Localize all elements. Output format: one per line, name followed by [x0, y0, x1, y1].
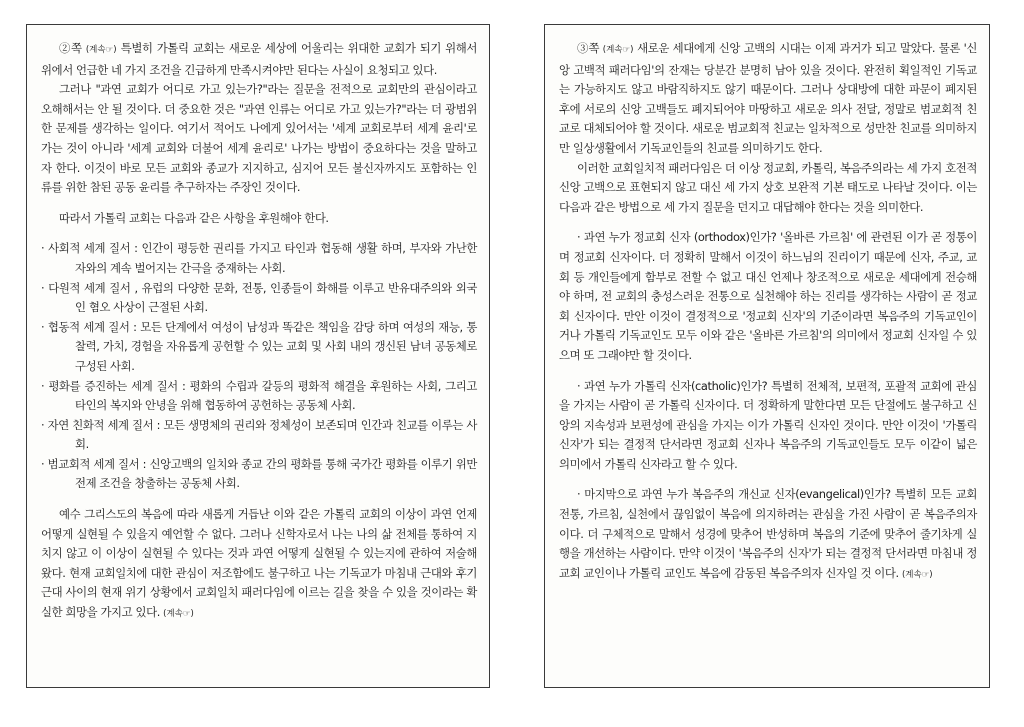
left-paragraph-2: 그러나 "과연 교회가 어디로 가고 있는가?"라는 질문을 전적으로 교회만의 관심이라고 오해해서는 안 될 것이다. 더 중요한 것은 "과연 인류는 어디로 가고 있는가?"라는 더 광범위한 문제를 생각하는 일이다. 여기서 적어도 나에게 있어서는 '세계 교회로부터 세계 윤리'로 가는 것이 아니라 '세계 교회와 더불어 세계 윤리로' 나가는 방법이 중요하다는 것을 말하고자 한다. 이것이 바로 모든 교회와 종교가 지지하고, 심지어 모든 불신자까지도 포함하는 인류를 위한 참된 공동 윤리를 추구하자는 주장인 것이다. — [41, 82, 477, 195]
right-paragraph-1-text: 새로운 세대에게 신앙 고백의 시대는 이제 과거가 되고 말았다. 물론 '신앙 고백적 패러다임'의 잔재는 당분간 분명히 남아 있을 것이다. 완전히 획일적인 기독교는 가능하지도 않고 바람직하지도 않기 때문이다. 그러나 상대방에 대한 파문이 폐지된 후에 서로의 신앙 고백들도 폐지되어야 마땅하고 새로운 의사 전달, 정말로 범교회적 친교로 대체되어야 할 것이다. 새로운 범교회적 친교는 일차적으로 성만찬 친교를 의미하지만 일상생활에서 기독교인들의 친교를 의미하기도 한다. — [559, 41, 977, 155]
left-paragraph-3: 따라서 가톨릭 교회는 다음과 같은 사항을 후원해야 한다. — [59, 210, 329, 225]
right-end-continued: (계속☞) — [901, 569, 933, 580]
left-paragraph-4 — [41, 505, 477, 625]
left-paragraph-1-text: 특별히 가톨릭 교회는 새로운 세상에 어울리는 위대한 교회가 되기 위해서 위에서 언급한 네 가지 조건을 긴급하게 만족시켜야만 된다는 사실이 요청되고 있다. — [41, 41, 477, 77]
right-paragraph-1 — [559, 39, 977, 159]
right-paragraph-2: 이러한 교회일치적 패러다임은 더 이상 정교회, 카톨릭, 복음주의라는 세 가지 호전적 신앙 고백으로 표현되지 않고 대신 세 가지 상호 보완적 기본 태도로 나타날 것이다. 이는 다음과 같은 방법으로 세 가지 질문을 던지고 대답해야 한다는 것을 의미한다. — [559, 160, 977, 214]
left-bullet-item: · 협동적 세계 질서 : 모든 단계에서 여성이 남성과 똑같은 책임을 감당 하며 여성의 재능, 통찰력, 가치, 경험을 자유롭게 공헌할 수 있는 교회 및 사회 내의 갱신된 남녀 공동체로 구성된 사회. — [41, 319, 477, 373]
right-continued-label: (계속☞) — [602, 45, 634, 55]
right-paragraph-3: · 과연 누가 정교회 신자 (orthodox)인가? '올바른 가르침' 에 관련된 이가 곧 정통이며 정교회 신자이다. 더 정확히 말해서 이것이 하느님의 진리이기 때문에 신자, 주교, 교회 등 개인들에게 함부로 전할 수 없고 대신 언제나 창조적으로 새로운 세대에게 전승해야 하며, 전 교회의 충성스러운 전통으로 실천해야 하는 진리를 생각하는 사람이 곧 정교회 신자이다. 만안 이것이 결정적으로 '정교회 신자'의 기준이라면 복음주의 기독교인이거나 가톨릭 기독교인도 모두 이와 같은 '올바른 가르침'의 의미에서 정교회 신자일 수 있으며 또 그래야만 할 것이다. — [559, 230, 977, 362]
right-page-label: ③쪽 — [577, 41, 600, 55]
left-page-panel — [26, 24, 490, 688]
left-bullet-item: · 다원적 세계 질서 , 유럽의 다양한 문화, 전통, 인종들이 화해를 이루고 반유대주의와 외국인 혐오 사상이 근절된 사회. — [41, 280, 477, 315]
left-bullet-item: · 자연 친화적 세계 질서 : 모든 생명체의 권리와 정체성이 보존되며 인간과 친교를 이루는 사회. — [41, 417, 477, 452]
left-paragraph-1 — [41, 39, 477, 80]
left-continued-label: (계속☞) — [85, 45, 117, 55]
left-bullet-item: · 범교회적 세계 질서 : 신앙고백의 일치와 종교 간의 평화를 통해 국가간 평화를 이루기 위만 전제 조건을 창출하는 공동체 사회. — [41, 456, 477, 491]
left-bullet-item: · 평화를 증진하는 세계 질서 : 평화의 수립과 갈등의 평화적 해결을 후원하는 사회, 그리고 타인의 복지와 안녕을 위해 협동하여 공헌하는 공동체 사회. — [41, 378, 477, 413]
left-paragraph-4-text: 예수 그리스도의 복음에 따라 새롭게 거듭난 이와 같은 가톨릭 교회의 이상이 과연 언제 어떻게 실현될 수 있을지 예언할 수 없다. 그러나 신학자로서 나는 나의 삶 전체를 통하여 지치지 않고 이 이상이 실현될 수 있다는 것과 과연 어떻게 실현될 수 있는지에 관하여 저술해 왔다. 현재 교회일치에 대한 관심이 저조함에도 불구하고 나는 기독교가 마침내 근대와 후기 근대 사이의 현재 위기 상황에서 교회일치 패러다임에 이르는 길을 찾을 수 있을 것이라는 확실한 희망을 가지고 있다. — [41, 507, 477, 620]
right-paragraph-5-text: · 마지막으로 과연 누가 복음주의 개신교 신자(evangelical)인가? 특별히 모든 교회 전통, 가르침, 실천에서 끊임없이 복음에 의지하려는 관심을 가진 사람이 곧 복음주의자이다. 더 구체적으로 말해서 성경에 맞추어 반성하며 복음의 기준에 맞추어 줄기차게 실행을 개선하는 사람이다. 만약 이것이 '복음주의 신자'가 되는 결정적 단서라면 마침내 정교회 교인이나 가톨릭 교인도 복음에 감동된 복음주의자 신자일 것 이다. — [559, 487, 977, 580]
left-bullet-item: · 사회적 세계 질서 : 인간이 평등한 권리를 가지고 타인과 협동해 생활 하며, 부자와 가난한 자와의 계속 벌어지는 간극을 중재하는 사회. — [41, 241, 477, 275]
right-paragraph-4: · 과연 누가 가톨릭 신자(catholic)인가? 특별히 전체적, 보편적, 포괄적 교회에 관심을 가지는 사람이 곧 가톨릭 신자이다. 더 정확하게 말한다면 모든 단절에도 불구하고 신앙의 지속성과 보편성에 관심을 가지는 이가 가톨릭 신자인 것이다. 만안 이것이 '가톨릭 신자'가 되는 결정적 단서라면 정교회 신자나 복음주의 기독교인들도 모두 이같이 넓은 의미에서 가톨릭 신자라고 할 수 있다. — [559, 378, 977, 471]
right-paragraph-5 — [559, 485, 977, 585]
left-end-continued: (계속☞) — [163, 609, 194, 620]
left-page-label: ②쪽 — [59, 41, 82, 55]
right-page-panel — [544, 24, 990, 688]
